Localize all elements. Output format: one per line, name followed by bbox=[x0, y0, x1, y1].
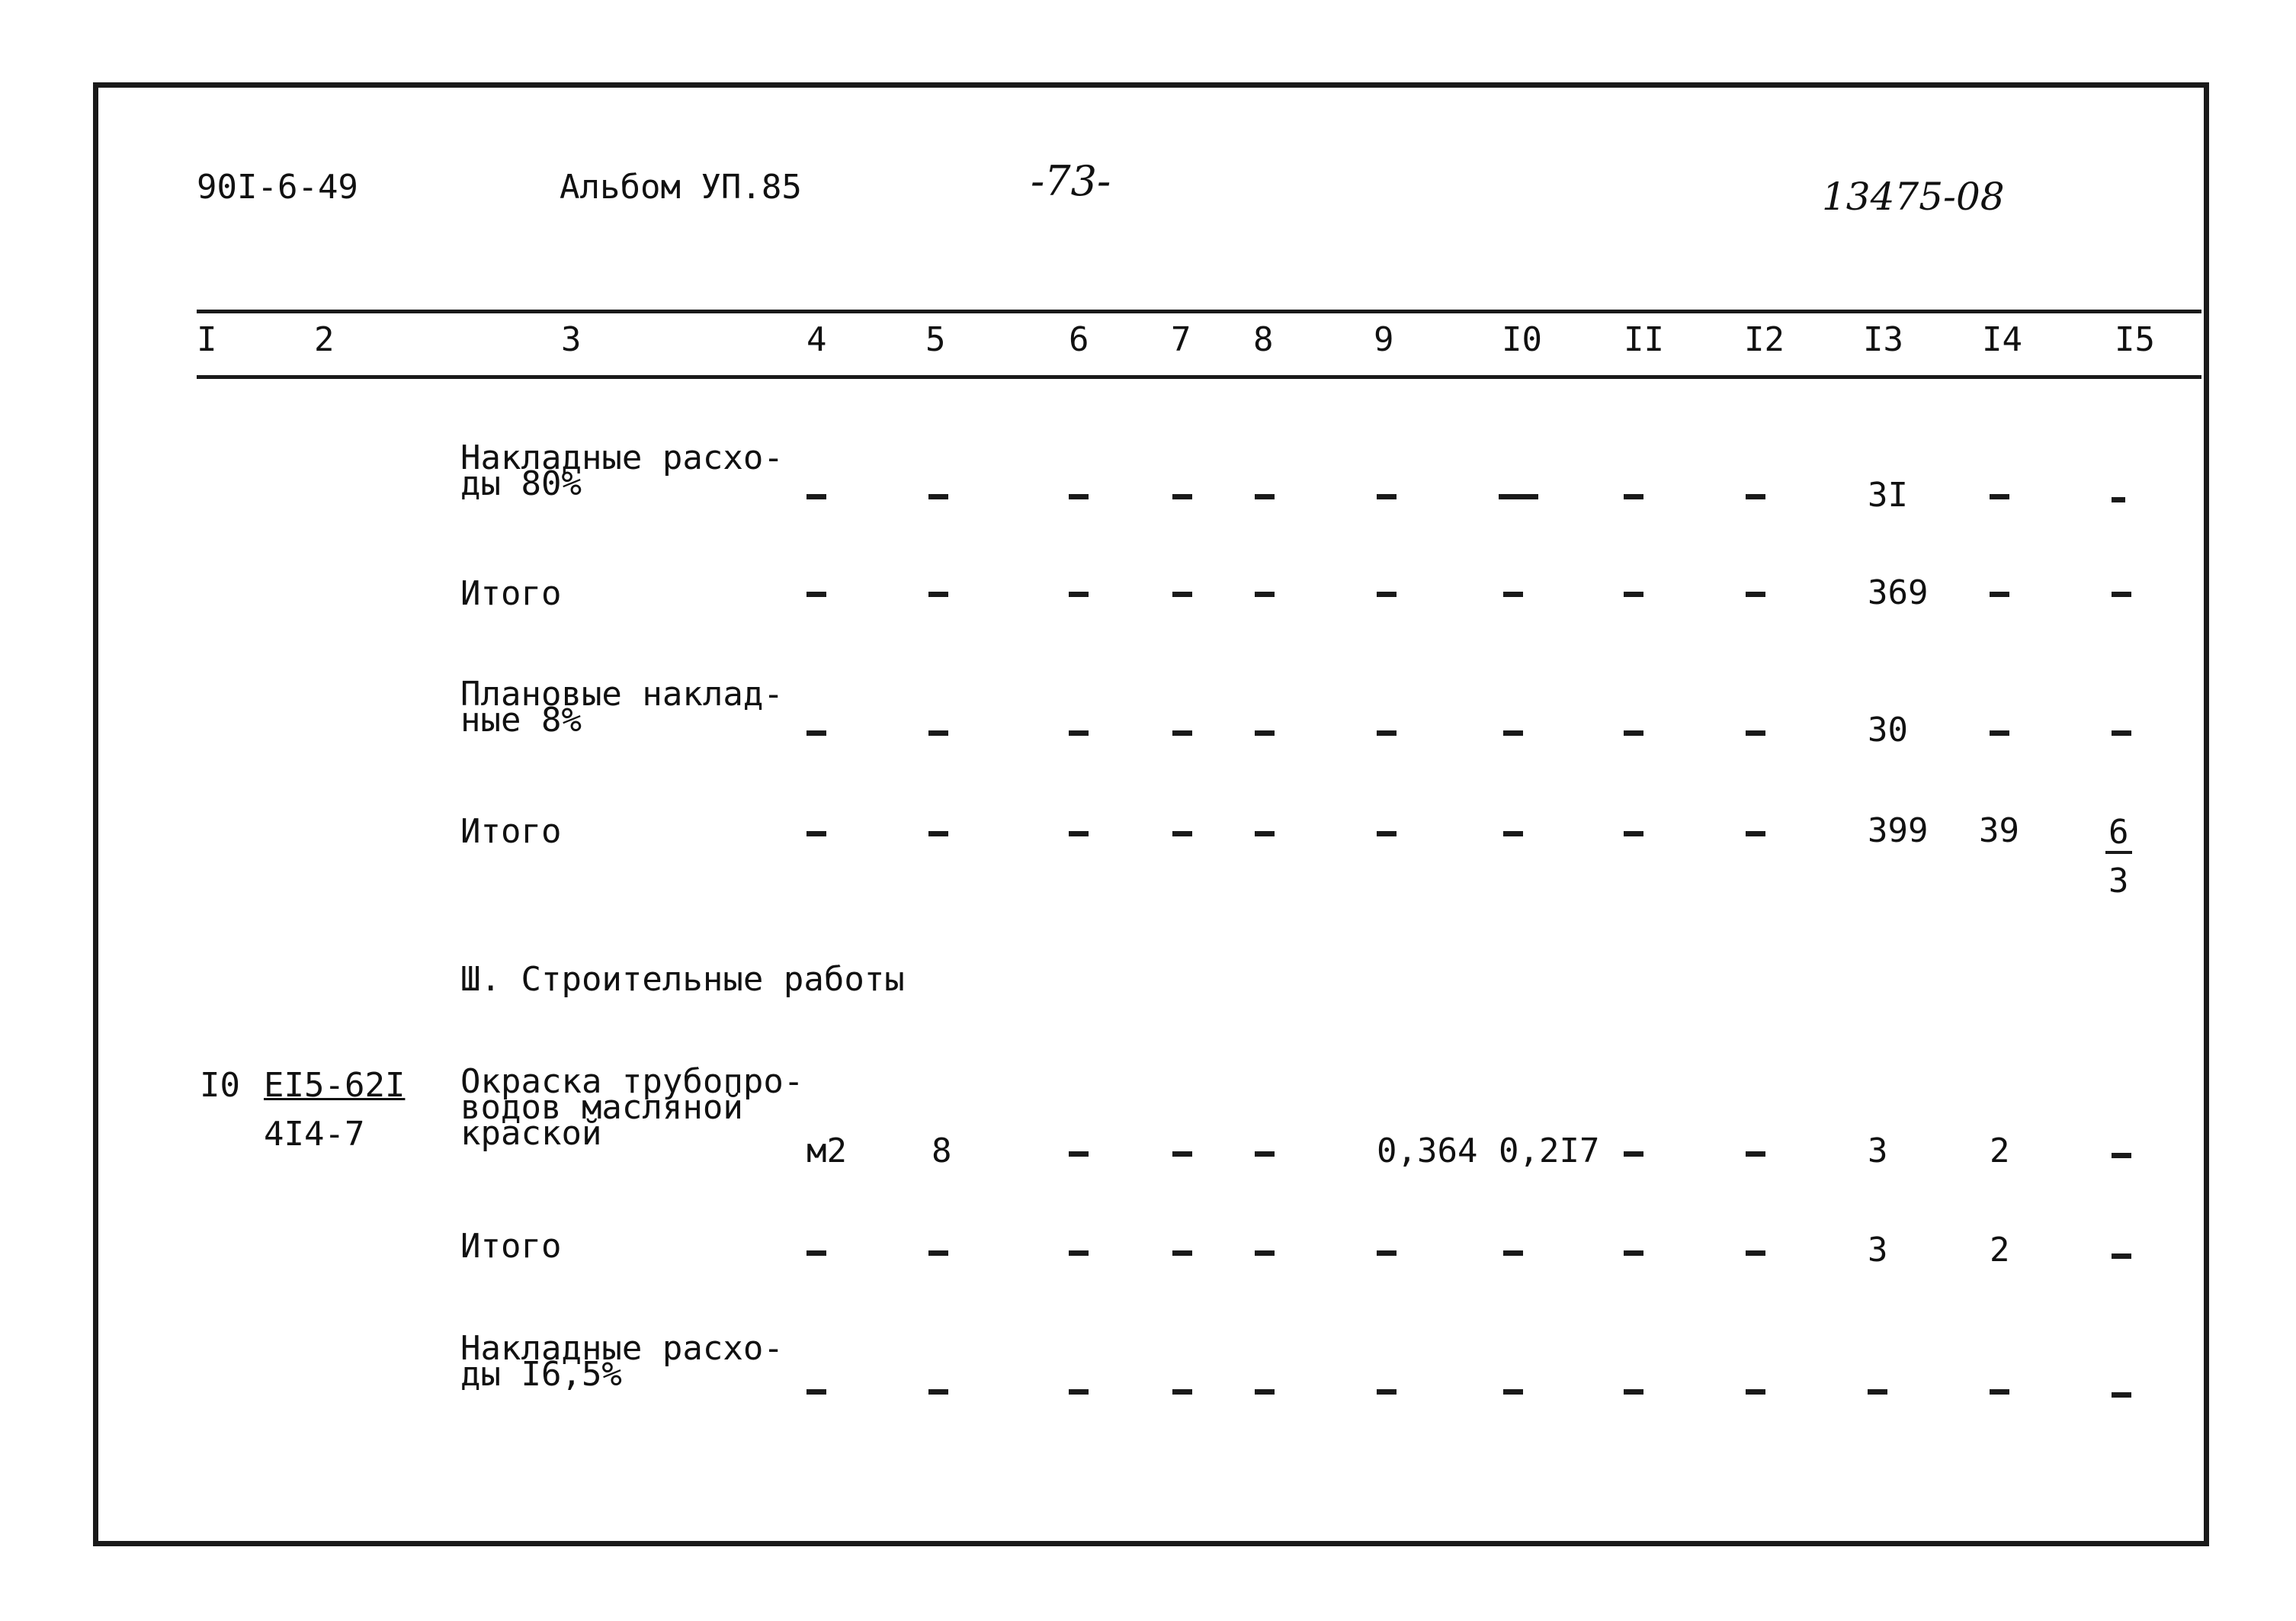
row-value: 30 bbox=[1868, 711, 1908, 750]
row-label: Накладные расхо- ды I6,5% bbox=[460, 1329, 784, 1394]
empty-cell-dash bbox=[1255, 730, 1275, 736]
empty-cell-dash bbox=[1624, 592, 1643, 597]
doc-number: 13475-08 bbox=[1822, 175, 2005, 219]
empty-cell-dash bbox=[2112, 497, 2125, 502]
empty-cell-dash bbox=[1255, 1389, 1275, 1395]
row-label: Итого bbox=[460, 1227, 562, 1266]
fraction-numerator: 6 bbox=[2105, 816, 2132, 854]
row-value: 3I bbox=[1868, 476, 1908, 515]
empty-cell-dash bbox=[928, 494, 948, 499]
album-title: Альбом УП.85 bbox=[560, 168, 802, 207]
empty-cell-dash bbox=[1377, 494, 1397, 499]
empty-cell-dash bbox=[1069, 1250, 1089, 1256]
empty-cell-dash bbox=[1069, 494, 1089, 499]
row-label: Плановые наклад- ные 8% bbox=[460, 675, 784, 740]
column-header: 5 bbox=[925, 320, 946, 359]
row-value: 0,2I7 bbox=[1499, 1131, 1600, 1170]
empty-cell-dash bbox=[1746, 1151, 1765, 1157]
empty-cell-dash bbox=[1990, 494, 2009, 499]
unit: м2 bbox=[806, 1131, 847, 1170]
empty-cell-dash bbox=[1255, 1151, 1275, 1157]
column-header: 7 bbox=[1171, 320, 1191, 359]
empty-cell-dash bbox=[1172, 1250, 1192, 1256]
empty-cell-dash bbox=[1746, 1389, 1765, 1395]
rate-code: EI5-62I bbox=[264, 1066, 406, 1105]
row-value: 3 bbox=[1868, 1131, 1888, 1170]
empty-cell-dash bbox=[1377, 1389, 1397, 1395]
empty-cell-dash bbox=[1503, 592, 1523, 597]
row-value: 39 bbox=[1979, 811, 2019, 850]
empty-cell-dash bbox=[1069, 730, 1089, 736]
empty-cell-dash bbox=[1377, 831, 1397, 836]
empty-cell-dash bbox=[1499, 494, 1538, 499]
row-value: 2 bbox=[1990, 1231, 2010, 1270]
empty-cell-dash bbox=[1624, 730, 1643, 736]
empty-cell-dash bbox=[928, 1250, 948, 1256]
column-header: II bbox=[1624, 320, 1664, 359]
empty-cell-dash bbox=[1624, 1250, 1643, 1256]
empty-cell-dash bbox=[1069, 1151, 1089, 1157]
empty-cell-dash bbox=[1868, 1389, 1887, 1395]
empty-cell-dash bbox=[806, 730, 826, 736]
header-rule-top bbox=[197, 310, 2201, 313]
row-label: Окраска трубопро- водов масляной краской bbox=[460, 1062, 804, 1153]
row-label: Накладные расхо- ды 80% bbox=[460, 438, 784, 503]
empty-cell-dash bbox=[1172, 1151, 1192, 1157]
row-value: 0,364 bbox=[1377, 1131, 1478, 1170]
row-value: 2 bbox=[1990, 1131, 2010, 1170]
empty-cell-dash bbox=[1172, 592, 1192, 597]
empty-cell-dash bbox=[928, 592, 948, 597]
empty-cell-dash bbox=[2112, 1392, 2131, 1398]
row-value: 3 bbox=[1868, 1231, 1888, 1270]
empty-cell-dash bbox=[806, 831, 826, 836]
empty-cell-dash bbox=[1990, 730, 2009, 736]
empty-cell-dash bbox=[806, 494, 826, 499]
empty-cell-dash bbox=[2112, 1253, 2131, 1259]
column-header: 4 bbox=[806, 320, 827, 359]
empty-cell-dash bbox=[1172, 831, 1192, 836]
column-header: I0 bbox=[1502, 320, 1542, 359]
empty-cell-dash bbox=[1746, 730, 1765, 736]
empty-cell-dash bbox=[1255, 494, 1275, 499]
empty-cell-dash bbox=[1069, 1389, 1089, 1395]
empty-cell-dash bbox=[1990, 592, 2009, 597]
empty-cell-dash bbox=[928, 730, 948, 736]
empty-cell-dash bbox=[1624, 494, 1643, 499]
empty-cell-dash bbox=[1624, 1389, 1643, 1395]
empty-cell-dash bbox=[1624, 831, 1643, 836]
column-header: 3 bbox=[561, 320, 582, 359]
column-header: I2 bbox=[1744, 320, 1785, 359]
empty-cell-dash bbox=[1503, 1389, 1523, 1395]
empty-cell-dash bbox=[1377, 592, 1397, 597]
column-header: 8 bbox=[1253, 320, 1274, 359]
column-header: 2 bbox=[314, 320, 335, 359]
empty-cell-dash bbox=[1377, 1250, 1397, 1256]
empty-cell-dash bbox=[1503, 1250, 1523, 1256]
empty-cell-dash bbox=[2112, 730, 2131, 736]
empty-cell-dash bbox=[1746, 831, 1765, 836]
empty-cell-dash bbox=[806, 592, 826, 597]
row-value: 399 bbox=[1868, 811, 1929, 850]
empty-cell-dash bbox=[1746, 494, 1765, 499]
header-rule-bottom bbox=[197, 375, 2201, 379]
document-code: 90I-6-49 bbox=[197, 168, 358, 207]
empty-cell-dash bbox=[1069, 831, 1089, 836]
section-heading: Ш. Строительные работы bbox=[460, 960, 905, 999]
column-header: I3 bbox=[1863, 320, 1903, 359]
empty-cell-dash bbox=[928, 1389, 948, 1395]
empty-cell-dash bbox=[1172, 1389, 1192, 1395]
column-header: I4 bbox=[1982, 320, 2022, 359]
empty-cell-dash bbox=[1172, 730, 1192, 736]
rate-code-sub: 4I4-7 bbox=[264, 1115, 365, 1154]
row-label: Итого bbox=[460, 574, 562, 613]
column-header: I bbox=[197, 320, 217, 359]
empty-cell-dash bbox=[1255, 592, 1275, 597]
empty-cell-dash bbox=[806, 1250, 826, 1256]
page-number: -73- bbox=[1031, 157, 1111, 205]
empty-cell-dash bbox=[928, 831, 948, 836]
row-label: Итого bbox=[460, 812, 562, 851]
column-header: 6 bbox=[1069, 320, 1089, 359]
column-header: 9 bbox=[1374, 320, 1394, 359]
empty-cell-dash bbox=[2112, 592, 2131, 597]
empty-cell-dash bbox=[1503, 730, 1523, 736]
empty-cell-dash bbox=[1172, 494, 1192, 499]
quantity: 8 bbox=[932, 1131, 952, 1170]
row-value: 369 bbox=[1868, 573, 1929, 612]
empty-cell-dash bbox=[1377, 730, 1397, 736]
row-number: I0 bbox=[200, 1066, 240, 1105]
empty-cell-dash bbox=[2112, 1153, 2131, 1158]
empty-cell-dash bbox=[1746, 592, 1765, 597]
empty-cell-dash bbox=[1255, 1250, 1275, 1256]
fraction-denominator: 3 bbox=[2108, 862, 2129, 900]
empty-cell-dash bbox=[1503, 831, 1523, 836]
empty-cell-dash bbox=[1069, 592, 1089, 597]
empty-cell-dash bbox=[1255, 831, 1275, 836]
empty-cell-dash bbox=[1624, 1151, 1643, 1157]
empty-cell-dash bbox=[1990, 1389, 2009, 1395]
empty-cell-dash bbox=[806, 1389, 826, 1395]
column-header: I5 bbox=[2115, 320, 2155, 359]
empty-cell-dash bbox=[1746, 1250, 1765, 1256]
